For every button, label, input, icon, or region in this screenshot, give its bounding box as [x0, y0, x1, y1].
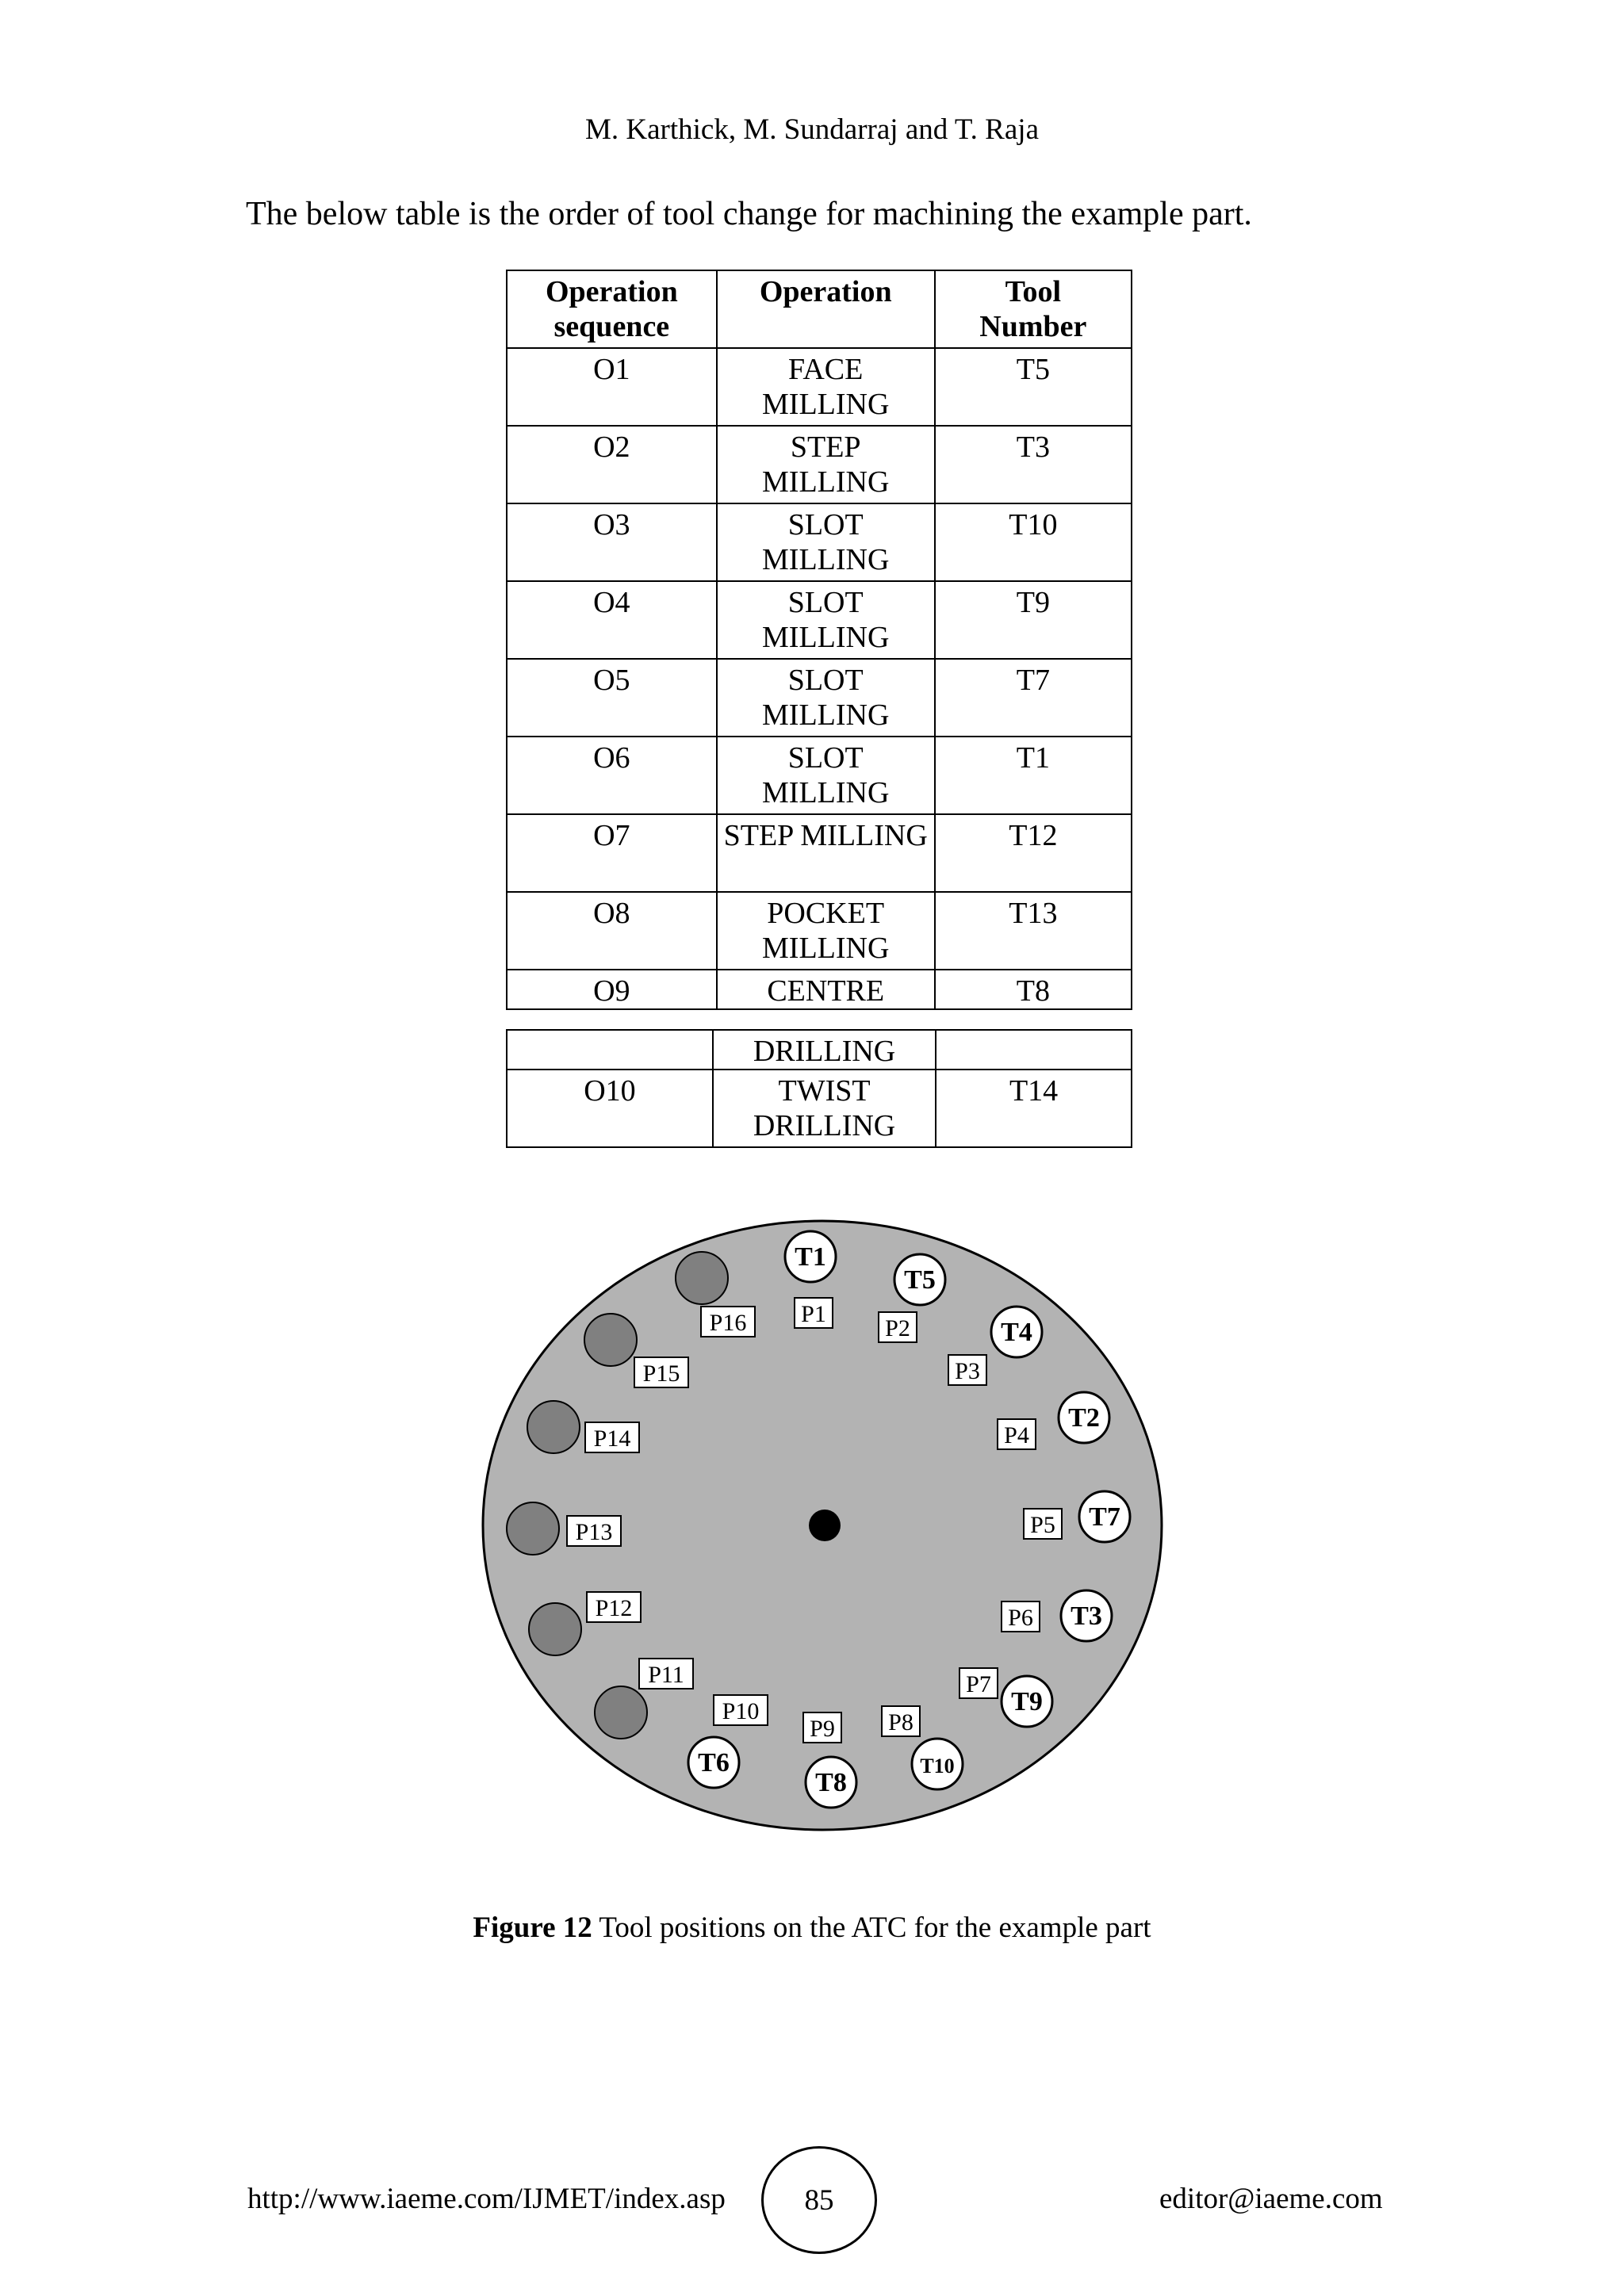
table-row	[507, 1030, 1132, 1070]
tool-label: T7	[1089, 1502, 1120, 1532]
cell-operation-sequence: O2	[507, 426, 717, 503]
cell-operation-sequence: O7	[507, 814, 717, 892]
cell-operation: STEP MILLING	[717, 426, 935, 503]
empty-slot-marker	[595, 1686, 647, 1739]
tool-label: T5	[904, 1265, 936, 1295]
header-operation: Operation	[717, 270, 935, 348]
cell-tool-number: T5	[935, 348, 1132, 426]
footer-email[interactable]: editor@iaeme.com	[1159, 2183, 1383, 2215]
pocket-label: P14	[593, 1425, 631, 1452]
pocket-label: P4	[1004, 1422, 1029, 1448]
table-row	[507, 426, 1132, 503]
table-header-row	[507, 270, 1132, 348]
header-tool-number: Tool Number	[935, 270, 1132, 348]
table-row	[507, 737, 1132, 814]
figure-caption-text: Tool positions on the ATC for the example part	[592, 1911, 1151, 1944]
empty-slot-marker	[676, 1252, 728, 1304]
empty-slot-marker	[584, 1314, 637, 1366]
table-row	[507, 659, 1132, 737]
cell-operation-sequence: O3	[507, 503, 717, 581]
cell-operation: SLOT MILLING	[717, 737, 935, 814]
pocket-label: P10	[722, 1698, 760, 1724]
cell-operation-sequence: O6	[507, 737, 717, 814]
pocket-label: P15	[642, 1360, 680, 1387]
cell-tool-number: T7	[935, 659, 1132, 737]
table-row	[507, 892, 1132, 970]
table-row	[507, 581, 1132, 659]
cell-operation: SLOT MILLING	[717, 659, 935, 737]
page-number: 85	[761, 2146, 877, 2254]
cell-operation: TWIST DRILLING	[713, 1070, 936, 1147]
cell-tool-number: T10	[935, 503, 1132, 581]
tool-label: T3	[1071, 1601, 1102, 1631]
pocket-label: P9	[810, 1716, 835, 1742]
footer-url[interactable]: http://www.iaeme.com/IJMET/index.asp	[247, 2183, 726, 2215]
table-row	[507, 1070, 1132, 1147]
tool-label: T8	[815, 1768, 847, 1797]
tool-change-table-continued	[506, 1029, 1132, 1148]
atc-diagram	[476, 1217, 1174, 1835]
table-row	[507, 970, 1132, 1009]
tool-label: T10	[920, 1755, 955, 1777]
table-body-continued	[507, 1030, 1132, 1147]
cell-operation-sequence: O10	[507, 1070, 713, 1147]
cell-operation-sequence: O4	[507, 581, 717, 659]
running-header: M. Karthick, M. Sundarraj and T. Raja	[584, 113, 1039, 146]
cell-operation: SLOT MILLING	[717, 581, 935, 659]
cell-operation: FACE MILLING	[717, 348, 935, 426]
pocket-label: P8	[888, 1709, 914, 1735]
tool-label: T4	[1001, 1318, 1032, 1347]
tool-label: T1	[795, 1242, 826, 1272]
pocket-label: P2	[885, 1315, 910, 1341]
figure-label: Figure 12	[473, 1911, 592, 1944]
cell-operation: CENTRE	[717, 970, 935, 1009]
table-body	[507, 348, 1132, 1009]
tool-label: T6	[698, 1748, 730, 1777]
cell-tool-number: T12	[935, 814, 1132, 892]
pocket-label: P1	[801, 1301, 826, 1327]
pocket-label: P7	[966, 1671, 991, 1697]
tool-label: T9	[1011, 1687, 1043, 1716]
cell-operation-sequence: O8	[507, 892, 717, 970]
table-row	[507, 503, 1132, 581]
empty-slot-marker	[529, 1603, 581, 1655]
tool-change-table	[506, 270, 1132, 1010]
cell-tool-number: T8	[935, 970, 1132, 1009]
header-operation-sequence: Operation sequence	[507, 270, 717, 348]
pocket-label: P13	[575, 1519, 613, 1545]
cell-operation-sequence: O5	[507, 659, 717, 737]
cell-operation-sequence: O9	[507, 970, 717, 1009]
cell-operation-sequence	[507, 1030, 713, 1070]
table-row	[507, 814, 1132, 892]
cell-tool-number: T1	[935, 737, 1132, 814]
figure-caption	[0, 1911, 1624, 1945]
pocket-label: P16	[709, 1310, 747, 1336]
pocket-label: P3	[955, 1358, 980, 1384]
cell-tool-number: T9	[935, 581, 1132, 659]
pocket-label: P6	[1008, 1605, 1033, 1631]
cell-operation: SLOT MILLING	[717, 503, 935, 581]
atc-center-hub	[809, 1510, 841, 1541]
table-row	[507, 348, 1132, 426]
pocket-label: P5	[1030, 1512, 1055, 1538]
cell-operation: POCKET MILLING	[717, 892, 935, 970]
pocket-label: P11	[648, 1662, 684, 1688]
tool-label: T2	[1068, 1403, 1100, 1433]
cell-tool-number: T3	[935, 426, 1132, 503]
cell-tool-number: T13	[935, 892, 1132, 970]
cell-operation: STEP MILLING	[717, 814, 935, 892]
pocket-label: P12	[595, 1595, 633, 1621]
intro-paragraph: The below table is the order of tool change for machining the example part.	[246, 196, 1252, 232]
cell-tool-number: T14	[936, 1070, 1132, 1147]
cell-tool-number	[936, 1030, 1132, 1070]
empty-slot-marker	[507, 1502, 559, 1555]
cell-operation-sequence: O1	[507, 348, 717, 426]
empty-slot-marker	[527, 1401, 580, 1453]
cell-operation: DRILLING	[713, 1030, 936, 1070]
